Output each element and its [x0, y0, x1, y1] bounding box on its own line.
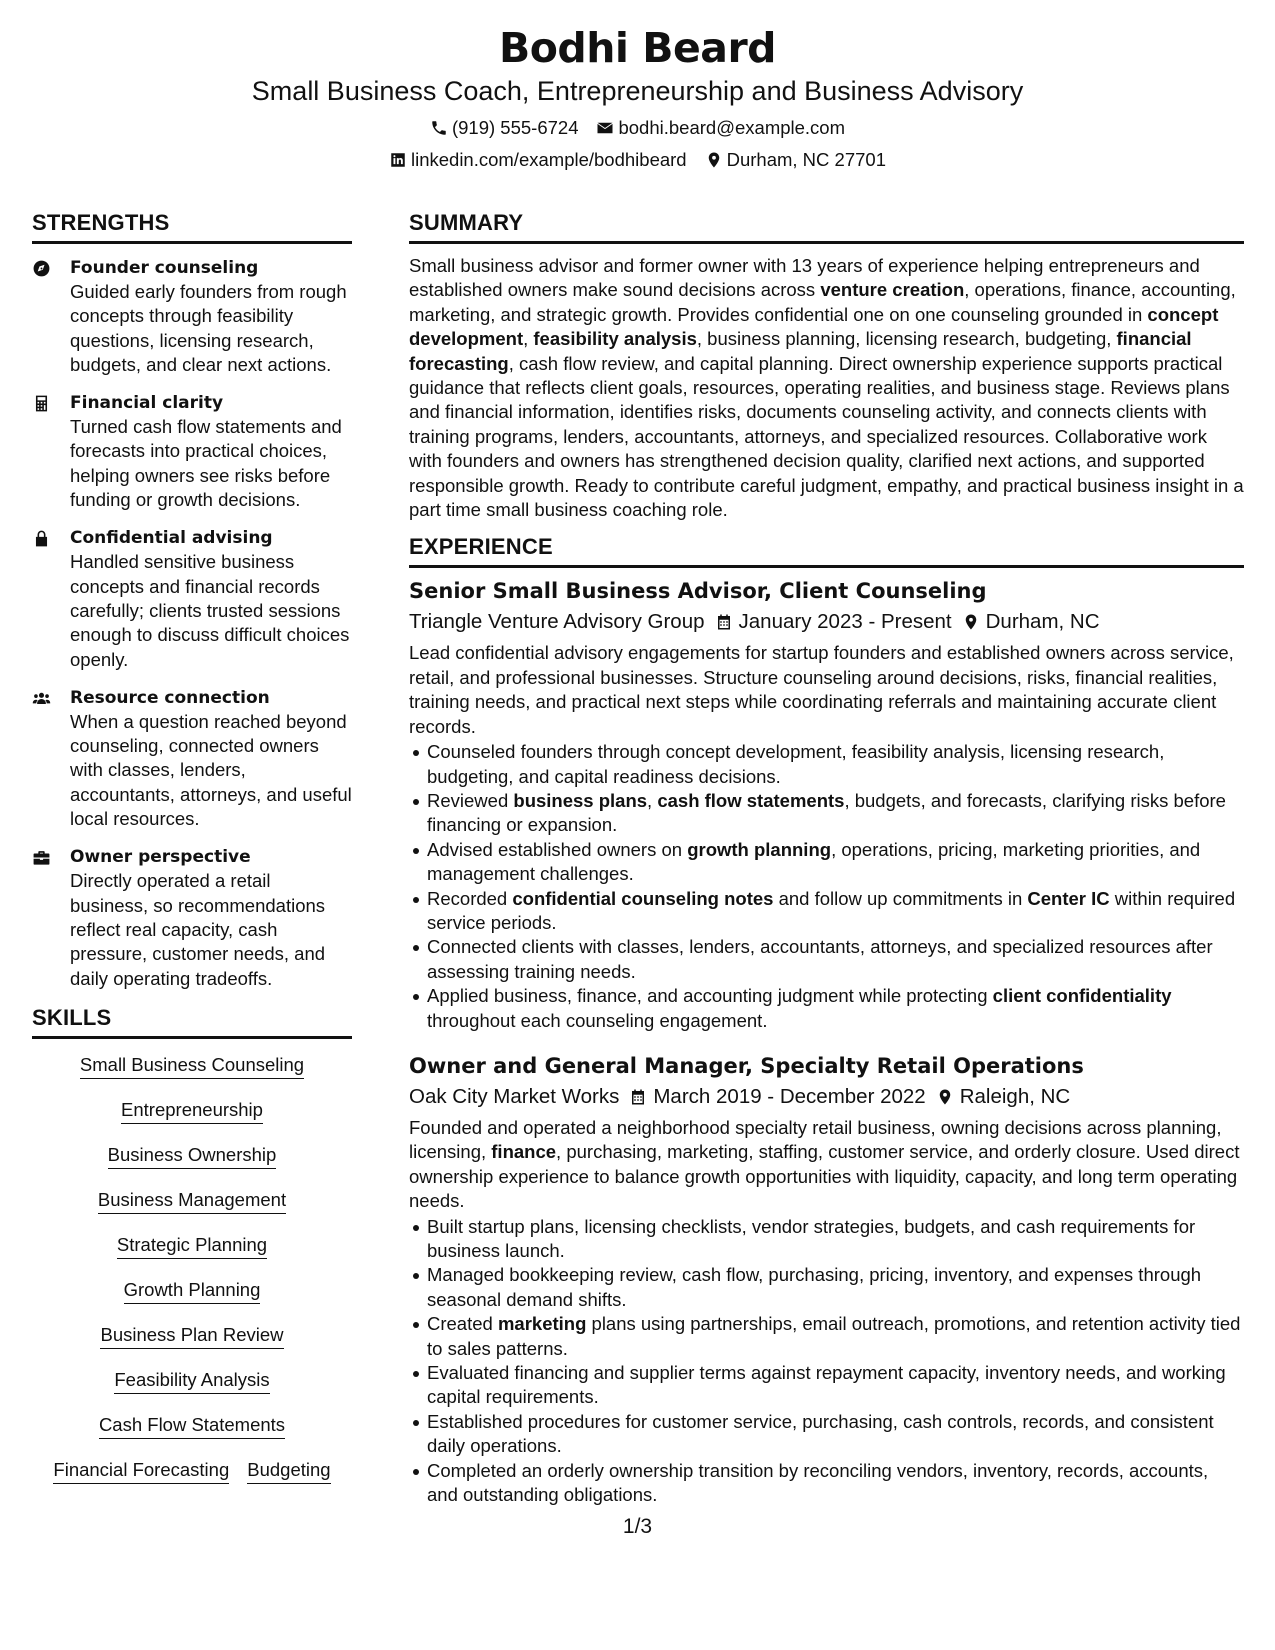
location-text: Durham, NC 27701 — [726, 149, 886, 170]
calendar-icon — [629, 1088, 647, 1106]
emphasized-text: Center IC — [1027, 887, 1110, 909]
skill-tag: Entrepreneurship — [121, 1098, 263, 1124]
job-dates-text: January 2023 - Present — [738, 610, 952, 634]
bullet-item: Managed bookkeeping review, cash flow, purchasing, pricing, inventory, and expenses through seasonal demand shifts. — [409, 1263, 1244, 1312]
skill-tag: Budgeting — [247, 1458, 330, 1484]
contact-linkedin[interactable] — [389, 148, 687, 172]
job-dates — [629, 1082, 925, 1112]
contact-location — [705, 148, 886, 172]
strength-title: Confidential advising — [70, 528, 273, 549]
skill-tag: Small Business Counseling — [80, 1053, 304, 1079]
strength-desc: When a question reached beyond counseling, connected owners with classes, lenders, accountants, attorneys, and useful local resources. — [70, 710, 352, 830]
users-icon — [32, 689, 51, 708]
emphasized-text: client confidentiality — [992, 985, 1172, 1007]
linkedin-icon — [389, 151, 407, 169]
bullet-item: Established procedures for customer service, purchasing, cash controls, records, and consistent daily operations. — [409, 1410, 1244, 1459]
strengths-heading: STRENGTHS — [32, 210, 352, 244]
skill-tag: Business Ownership — [108, 1143, 277, 1169]
job-description: Lead confidential advisory engagements for startup founders and established owners across service, retail, and professional businesses. Structure counseling around decisions, risks, financial realities, training needs, and practical next steps while coordinating referrals and maintaining accurate client records. — [409, 642, 1234, 737]
skill-tag: Feasibility Analysis — [114, 1368, 269, 1394]
skill-tag: Cash Flow Statements — [99, 1413, 285, 1439]
phone-icon — [430, 119, 448, 137]
map-pin-icon — [936, 1088, 954, 1106]
candidate-name: Bodhi Beard — [498, 24, 777, 72]
job-location — [962, 607, 1100, 637]
job-title: Senior Small Business Advisor, Client Counseling — [409, 579, 987, 604]
job-title: Owner and General Manager, Specialty Retail Operations — [409, 1053, 1084, 1078]
strength-item — [32, 686, 352, 831]
emphasized-text: marketing — [497, 1313, 587, 1335]
bullet-item: Evaluated financing and supplier terms against repayment capacity, inventory needs, and working capital requirements. — [409, 1361, 1244, 1410]
linkedin-text[interactable]: linkedin.com/example/bodhibeard — [410, 149, 687, 170]
phone-text: (919) 555-6724 — [451, 117, 579, 138]
job-description: Founded and operated a neighborhood specialty retail business, owning decisions across planning, licensing, finance, purchasing, marketing, staffing, customer service, and orderly closure. Used direct ownership experience to balance growth opportunities with liquidity, capacity, and long term operating needs. — [409, 1116, 1240, 1212]
email-text[interactable]: bodhi.beard@example.com — [618, 117, 846, 138]
job-entry — [409, 1051, 1244, 1508]
calendar-icon — [715, 613, 733, 631]
bullet-item: Connected clients with classes, lenders, accountants, attorneys, and specialized resources after assessing training needs. — [409, 935, 1244, 984]
strength-desc: Handled sensitive business concepts and financial records carefully; clients trusted sessions enough to discuss difficult choices openly. — [70, 551, 350, 670]
skill-tag: Business Management — [98, 1188, 286, 1214]
job-company: Oak City Market Works — [409, 1084, 620, 1108]
map-pin-icon — [962, 613, 980, 631]
contact-row-2 — [0, 148, 1275, 172]
skill-tag: Financial Forecasting — [53, 1458, 229, 1484]
calculator-icon — [32, 394, 51, 413]
strength-title: Founder counseling — [70, 258, 259, 278]
contact-email[interactable] — [596, 116, 845, 140]
strength-desc: Turned cash flow statements and forecasts into practical choices, helping owners see risks before funding or growth decisions. — [70, 416, 342, 511]
bullet-item: Recorded confidential counseling notes and follow up commitments in Center IC within required service periods. — [409, 887, 1244, 936]
job-bullets — [409, 740, 1244, 1033]
skill-tag: Strategic Planning — [117, 1233, 267, 1259]
skills-list — [32, 1053, 352, 1484]
emphasized-text: finance — [491, 1141, 557, 1163]
job-meta — [409, 1082, 1244, 1112]
contact-row-1 — [0, 116, 1275, 140]
left-column — [32, 210, 352, 1484]
emphasized-text: confidential counseling notes — [512, 887, 774, 909]
bullet-item: Built startup plans, licensing checklists, vendor strategies, budgets, and cash requirements for business launch. — [409, 1215, 1244, 1264]
strength-title: Financial clarity — [70, 393, 224, 414]
emphasized-text: business plans — [513, 789, 648, 811]
contact-phone — [430, 116, 579, 140]
emphasized-text: cash flow statements — [657, 789, 845, 811]
map-pin-icon — [705, 151, 723, 169]
job-dates — [715, 607, 952, 637]
strength-desc: Directly operated a retail business, so recommendations reflect real capacity, cash pressure, customer needs, and daily operating tradeoffs. — [70, 870, 326, 989]
resume-header — [0, 22, 1275, 172]
emphasized-text: concept development — [409, 303, 1219, 350]
strengths-list — [32, 256, 352, 991]
compass-icon — [32, 259, 51, 278]
strength-item — [32, 845, 352, 990]
strength-desc: Guided early founders from rough concepts through feasibility questions, licensing research, budgets, and clear next actions. — [70, 281, 347, 375]
emphasized-text: financial forecasting — [409, 328, 1192, 374]
job-entry — [409, 576, 1244, 1033]
bullet-item: Advised established owners on growth planning, operations, pricing, marketing priorities, and management challenges. — [409, 838, 1244, 887]
skill-tag: Business Plan Review — [100, 1323, 283, 1349]
lock-icon — [32, 529, 51, 548]
bullet-item: Counseled founders through concept development, feasibility analysis, licensing research, budgeting, and capital readiness decisions. — [409, 740, 1244, 789]
job-company: Triangle Venture Advisory Group — [409, 610, 705, 634]
emphasized-text: growth planning — [687, 838, 832, 860]
skill-tag: Growth Planning — [124, 1278, 261, 1304]
summary-heading: SUMMARY — [409, 210, 1244, 244]
candidate-role: Small Business Coach, Entrepreneurship and Business Advisory — [251, 76, 1024, 106]
strength-item — [32, 391, 352, 512]
strength-title: Resource connection — [70, 687, 270, 708]
strength-title: Owner perspective — [70, 847, 251, 868]
right-column — [409, 210, 1244, 1507]
briefcase-icon — [32, 848, 51, 867]
emphasized-text: venture creation — [820, 279, 965, 301]
bullet-item: Completed an orderly ownership transition by reconciling vendors, inventory, records, accounts, and outstanding obligations. — [409, 1459, 1244, 1508]
strength-item — [32, 256, 352, 377]
job-location-text: Raleigh, NC — [959, 1084, 1071, 1108]
page-number: 1/3 — [622, 1515, 653, 1538]
emphasized-text: feasibility analysis — [533, 328, 697, 350]
bullet-item: Created marketing plans using partnerships, email outreach, promotions, and retention activity tied to sales patterns. — [409, 1312, 1244, 1361]
bullet-item: Reviewed business plans, cash flow statements, budgets, and forecasts, clarifying risks before financing or expansion. — [409, 789, 1244, 838]
job-dates-text: March 2019 - December 2022 — [653, 1084, 926, 1108]
skills-heading: SKILLS — [32, 1005, 352, 1039]
summary-text: Small business advisor and former owner with 13 years of experience helping entrepreneurs and established owners make sound decisions across venture creation, operations, finance, accounting, marketing, and strategic growth. Provides confidential one on one counseling grounded in concept development, feasibility analysis, business planning, licensing research, budgeting, financial forecasting, cash flow review, and capital planning. Direct ownership experience supports practical guidance that reflects client goals, resources, operating realities, and business stage. Reviews plans and financial information, identifies risks, documents counseling activity, and connects clients with training programs, lenders, accountants, attorneys, and specialized resources. Collaborative work with founders and owners has strengthened decision quality, clarified next actions, and supported responsible growth. Ready to contribute careful judgment, empathy, and practical business insight in a part time small business coaching role. — [409, 255, 1244, 521]
job-meta — [409, 607, 1244, 637]
experience-heading: EXPERIENCE — [409, 534, 1244, 568]
job-bullets — [409, 1215, 1244, 1508]
job-location — [936, 1082, 1071, 1112]
bullet-item: Applied business, finance, and accounting judgment while protecting client confidentiality throughout each counseling engagement. — [409, 984, 1244, 1033]
strength-item — [32, 526, 352, 671]
job-location-text: Durham, NC — [985, 610, 1100, 634]
envelope-icon — [596, 119, 614, 137]
